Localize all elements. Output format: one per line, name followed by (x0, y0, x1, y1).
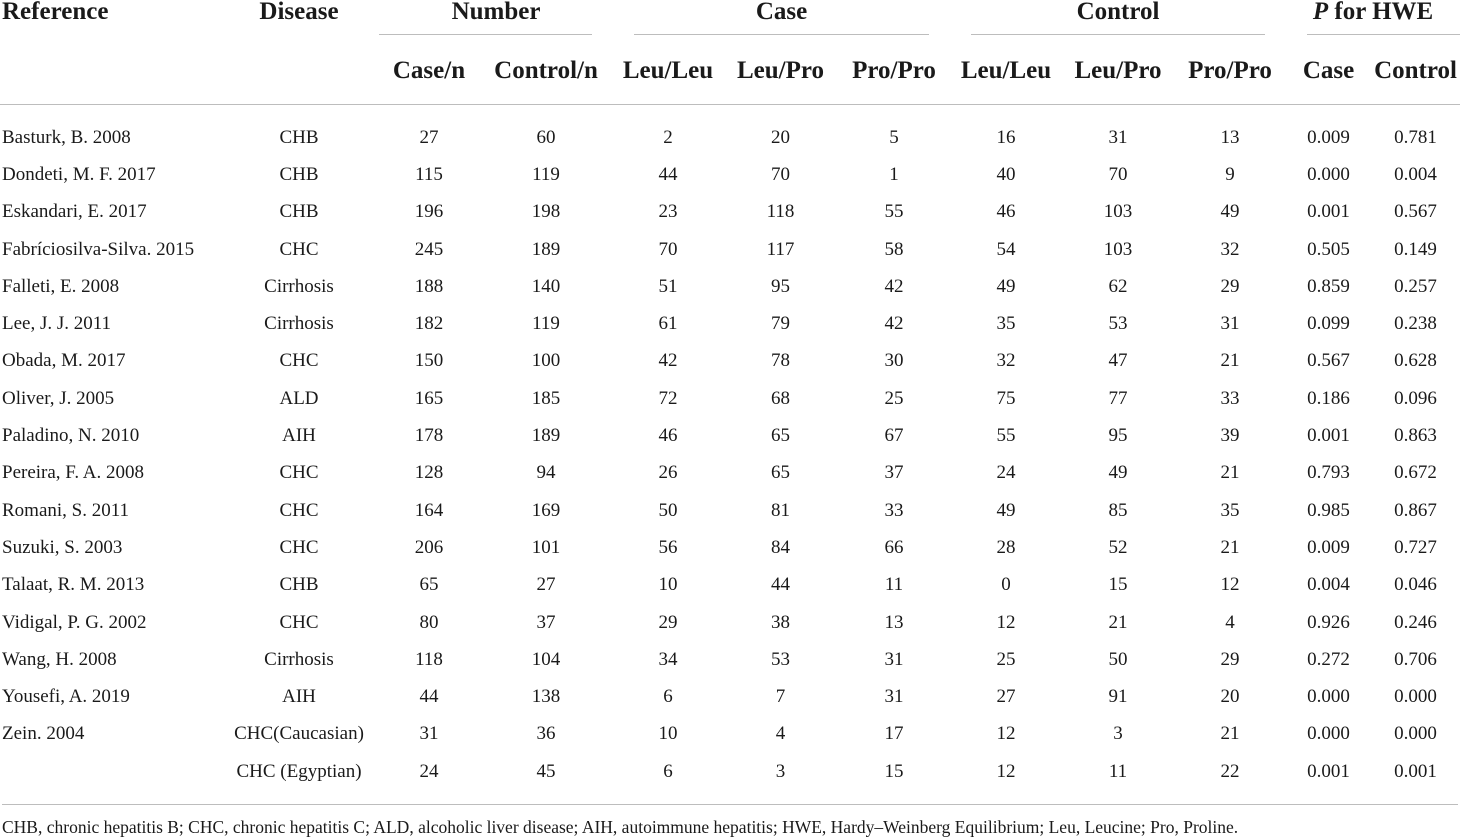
cell-value: 44 (419, 686, 439, 708)
cell-value: 12 (996, 723, 1016, 745)
cell-value: 0.000 (1394, 686, 1437, 708)
cell-value: 0.793 (1307, 462, 1350, 484)
table-row (0, 380, 1460, 417)
cell-disease: CHB (279, 163, 319, 185)
group-rule-number (379, 34, 592, 35)
cell-value: 118 (415, 648, 443, 670)
table-body (0, 105, 1460, 791)
cell-value: 0.009 (1307, 536, 1350, 558)
header-p-rest: for HWE (1328, 0, 1434, 25)
cell-value: 118 (766, 201, 795, 223)
cell-value: 67 (884, 425, 904, 447)
cell-value: 31 (1220, 313, 1240, 335)
cell-value: 51 (658, 275, 678, 297)
cell-value: 50 (1108, 648, 1128, 670)
cell-value: 21 (1220, 536, 1240, 558)
cell-value: 21 (1220, 350, 1240, 372)
cell-value: 81 (771, 499, 791, 521)
cell-value: 95 (1108, 425, 1128, 447)
cell-value: 42 (884, 313, 904, 335)
header-hwe-group (1286, 0, 1460, 37)
cell-reference: Falleti, E. 2008 (2, 275, 120, 297)
cell-disease: CHC(Caucasian) (234, 723, 364, 745)
cell-value: 50 (658, 499, 678, 521)
cell-value: 0.926 (1307, 611, 1350, 633)
cell-value: 39 (1220, 425, 1240, 447)
cell-value: 3 (1113, 723, 1123, 745)
cell-reference: Talaat, R. M. 2013 (2, 574, 145, 596)
subheader-number-case: Case/n (392, 56, 466, 84)
cell-value: 0.567 (1394, 201, 1437, 223)
cell-value: 4 (1225, 611, 1235, 633)
cell-reference: Romani, S. 2011 (2, 499, 130, 521)
cell-reference: Zein. 2004 (2, 723, 85, 745)
cell-reference: Yousefi, A. 2019 (2, 686, 130, 708)
cell-value: 140 (531, 275, 561, 297)
table-row (0, 231, 1460, 268)
cell-value: 5 (889, 126, 899, 148)
cell-reference: Basturk, B. 2008 (2, 126, 131, 148)
cell-value: 79 (771, 313, 791, 335)
cell-value: 25 (884, 387, 904, 409)
cell-value: 35 (996, 313, 1016, 335)
cell-disease: CHB (279, 126, 319, 148)
cell-value: 0.001 (1307, 201, 1350, 223)
cell-value: 0.046 (1394, 574, 1437, 596)
cell-value: 0.001 (1307, 425, 1350, 447)
cell-value: 2 (663, 126, 673, 148)
cell-value: 20 (771, 126, 791, 148)
cell-value: 15 (1108, 574, 1128, 596)
cell-value: 34 (658, 648, 678, 670)
cell-value: 31 (1108, 126, 1128, 148)
cell-disease: AIH (282, 686, 316, 708)
cell-value: 44 (658, 163, 678, 185)
header-number-group (379, 0, 613, 37)
cell-value: 206 (414, 536, 444, 558)
cell-value: 182 (414, 313, 444, 335)
cell-value: 0.000 (1394, 723, 1437, 745)
cell-disease: CHC (Egyptian) (236, 760, 362, 782)
cell-disease: Cirrhosis (264, 275, 334, 297)
cell-value: 150 (414, 350, 444, 372)
cell-value: 6 (663, 760, 673, 782)
table-row (0, 343, 1460, 380)
cell-disease: AIH (282, 425, 316, 447)
cell-value: 54 (996, 238, 1016, 260)
cell-value: 0.672 (1394, 462, 1437, 484)
cell-value: 42 (658, 350, 678, 372)
cell-value: 117 (766, 238, 795, 260)
cell-reference (0, 753, 219, 790)
cell-reference: Oliver, J. 2005 (2, 387, 115, 409)
subheader-hwe-case: Case (1302, 56, 1355, 84)
cell-value: 13 (1220, 126, 1240, 148)
cell-value: 196 (414, 201, 444, 223)
cell-value: 1 (889, 163, 899, 185)
cell-value: 185 (531, 387, 561, 409)
subheader-control-leuleu: Leu/Leu (960, 56, 1052, 84)
cell-value: 70 (771, 163, 791, 185)
cell-value: 46 (996, 201, 1016, 223)
cell-value: 12 (1220, 574, 1240, 596)
cell-disease: CHB (279, 574, 319, 596)
cell-value: 6 (663, 686, 673, 708)
cell-value: 119 (532, 313, 560, 335)
cell-value: 12 (996, 611, 1016, 633)
cell-value: 24 (419, 760, 439, 782)
subheader-number-control: Control/n (494, 56, 598, 84)
cell-value: 17 (884, 723, 904, 745)
cell-disease: ALD (279, 387, 319, 409)
cell-value: 0.246 (1394, 611, 1437, 633)
table-row (0, 529, 1460, 566)
table-row (0, 753, 1460, 790)
cell-value: 21 (1220, 462, 1240, 484)
header-row-top (0, 0, 1460, 37)
cell-value: 0.859 (1307, 275, 1350, 297)
cell-disease: CHC (279, 462, 319, 484)
table-row (0, 268, 1460, 305)
cell-value: 0.238 (1394, 313, 1437, 335)
cell-value: 49 (1220, 201, 1240, 223)
cell-value: 0.706 (1394, 648, 1437, 670)
cell-value: 16 (996, 126, 1016, 148)
cell-value: 24 (996, 462, 1016, 484)
cell-value: 38 (771, 611, 791, 633)
cell-reference: Obada, M. 2017 (2, 350, 126, 372)
group-rule-case (634, 34, 929, 35)
cell-reference: Wang, H. 2008 (2, 648, 117, 670)
cell-value: 29 (1220, 648, 1240, 670)
cell-value: 0.001 (1394, 760, 1437, 782)
cell-value: 23 (658, 201, 678, 223)
cell-disease: CHC (279, 536, 319, 558)
table-row (0, 194, 1460, 231)
cell-reference: Lee, J. J. 2011 (2, 313, 112, 335)
cell-value: 29 (1220, 275, 1240, 297)
cell-value: 104 (531, 648, 561, 670)
cell-value: 10 (658, 723, 678, 745)
cell-value: 46 (658, 425, 678, 447)
table-row (0, 604, 1460, 641)
cell-reference: Suzuki, S. 2003 (2, 536, 123, 558)
cell-value: 189 (531, 425, 561, 447)
cell-value: 49 (996, 499, 1016, 521)
cell-value: 40 (996, 163, 1016, 185)
cell-value: 20 (1220, 686, 1240, 708)
cell-value: 0.505 (1307, 238, 1350, 260)
cell-reference: Fabríciosilva-Silva. 2015 (2, 238, 195, 260)
cell-value: 189 (531, 238, 561, 260)
header-case: Case (755, 0, 808, 25)
cell-value: 27 (996, 686, 1016, 708)
cell-value: 9 (1225, 163, 1235, 185)
cell-value: 30 (884, 350, 904, 372)
cell-value: 12 (996, 760, 1016, 782)
cell-value: 37 (536, 611, 556, 633)
cell-value: 178 (414, 425, 444, 447)
cell-value: 47 (1108, 350, 1128, 372)
cell-disease: CHC (279, 350, 319, 372)
cell-disease: CHC (279, 611, 319, 633)
table-row (0, 417, 1460, 454)
cell-value: 32 (1220, 238, 1240, 260)
cell-value: 95 (771, 275, 791, 297)
subheader-case-propro: Pro/Pro (852, 56, 936, 84)
cell-value: 21 (1108, 611, 1128, 633)
cell-value: 29 (658, 611, 678, 633)
cell-value: 60 (536, 126, 556, 148)
cell-disease: CHC (279, 238, 319, 260)
cell-value: 78 (771, 350, 791, 372)
cell-value: 65 (771, 462, 791, 484)
cell-value: 49 (996, 275, 1016, 297)
cell-value: 27 (536, 574, 556, 596)
subheader-control-propro: Pro/Pro (1188, 56, 1272, 84)
cell-value: 77 (1108, 387, 1128, 409)
group-rule-hwe (1307, 34, 1460, 35)
subheader-case-leupro: Leu/Pro (736, 56, 825, 84)
cell-reference: Paladino, N. 2010 (2, 425, 140, 447)
cell-value: 25 (996, 648, 1016, 670)
cell-disease: CHB (279, 201, 319, 223)
header-number: Number (451, 0, 541, 25)
cell-value: 0.000 (1307, 686, 1350, 708)
table-row (0, 641, 1460, 678)
cell-disease: Cirrhosis (264, 313, 334, 335)
cell-value: 0.567 (1307, 350, 1350, 372)
cell-value: 119 (532, 163, 560, 185)
cell-value: 31 (419, 723, 439, 745)
cell-value: 33 (884, 499, 904, 521)
cell-value: 245 (414, 238, 444, 260)
cell-value: 55 (996, 425, 1016, 447)
cell-value: 91 (1108, 686, 1128, 708)
cell-value: 66 (884, 536, 904, 558)
header-case-group (613, 0, 950, 37)
cell-value: 10 (658, 574, 678, 596)
cell-value: 0.099 (1307, 313, 1350, 335)
cell-value: 0.009 (1307, 126, 1350, 148)
header-disease: Disease (259, 0, 339, 25)
cell-value: 103 (1103, 201, 1133, 223)
cell-value: 70 (1108, 163, 1128, 185)
cell-value: 0.004 (1307, 574, 1350, 596)
cell-value: 58 (884, 238, 904, 260)
cell-value: 0.863 (1394, 425, 1437, 447)
cell-value: 37 (884, 462, 904, 484)
table-row (0, 716, 1460, 753)
cell-value: 0.272 (1307, 648, 1350, 670)
cell-value: 169 (531, 499, 561, 521)
cell-disease: Cirrhosis (264, 648, 334, 670)
cell-value: 70 (658, 238, 678, 260)
cell-value: 101 (531, 536, 561, 558)
cell-value: 26 (658, 462, 678, 484)
table-row (0, 492, 1460, 529)
cell-value: 0.186 (1307, 387, 1350, 409)
cell-value: 31 (884, 648, 904, 670)
cell-value: 85 (1108, 499, 1128, 521)
cell-value: 164 (414, 499, 444, 521)
cell-disease: CHC (279, 499, 319, 521)
subheader-case-leuleu: Leu/Leu (622, 56, 714, 84)
cell-value: 53 (1108, 313, 1128, 335)
table-row (0, 455, 1460, 492)
table-row (0, 105, 1460, 157)
cell-value: 198 (531, 201, 561, 223)
cell-value: 65 (419, 574, 439, 596)
cell-value: 0.004 (1394, 163, 1437, 185)
cell-value: 0.781 (1394, 126, 1437, 148)
group-rule-control (971, 34, 1265, 35)
table-row (0, 567, 1460, 604)
cell-value: 4 (775, 723, 786, 745)
cell-value: 0.985 (1307, 499, 1350, 521)
cell-value: 68 (771, 387, 791, 409)
cell-value: 62 (1108, 275, 1128, 297)
cell-reference: Pereira, F. A. 2008 (2, 462, 145, 484)
cell-value: 0 (1001, 574, 1011, 596)
cell-value: 44 (771, 574, 791, 596)
cell-value: 52 (1108, 536, 1128, 558)
cell-value: 56 (658, 536, 678, 558)
cell-value: 55 (884, 201, 904, 223)
cell-value: 11 (1108, 760, 1128, 782)
cell-value: 0.727 (1394, 536, 1437, 558)
cell-value: 103 (1103, 238, 1133, 260)
cell-value: 75 (996, 387, 1016, 409)
table-row (0, 305, 1460, 342)
cell-value: 84 (771, 536, 791, 558)
cell-value: 13 (884, 611, 904, 633)
cell-value: 27 (419, 126, 439, 148)
cell-value: 0.001 (1307, 760, 1350, 782)
cell-value: 65 (771, 425, 791, 447)
cell-value: 94 (536, 462, 556, 484)
cell-value: 128 (414, 462, 444, 484)
cell-value: 0.257 (1394, 275, 1437, 297)
cell-value: 115 (415, 163, 443, 185)
cell-value: 31 (884, 686, 904, 708)
cell-value: 3 (775, 760, 786, 782)
cell-value: 0.867 (1394, 499, 1437, 521)
cell-value: 49 (1108, 462, 1128, 484)
cell-value: 0.000 (1307, 723, 1350, 745)
cell-value: 165 (414, 387, 444, 409)
cell-value: 11 (884, 574, 904, 596)
header-reference: Reference (2, 0, 109, 25)
cell-value: 42 (884, 275, 904, 297)
subheader-hwe-control: Control (1374, 56, 1457, 84)
header-p-italic: P (1312, 0, 1329, 25)
table-row (0, 156, 1460, 193)
cell-value: 138 (531, 686, 561, 708)
cell-value: 28 (996, 536, 1016, 558)
cell-value: 32 (996, 350, 1016, 372)
cell-value: 0.628 (1394, 350, 1437, 372)
header-control-group (950, 0, 1286, 37)
cell-value: 7 (775, 686, 786, 708)
table-row (0, 678, 1460, 715)
cell-value: 0.096 (1394, 387, 1437, 409)
cell-reference: Eskandari, E. 2017 (2, 201, 147, 223)
cell-value: 33 (1220, 387, 1240, 409)
cell-reference: Dondeti, M. F. 2017 (2, 163, 156, 185)
cell-value: 0.000 (1307, 163, 1350, 185)
cell-value: 35 (1220, 499, 1240, 521)
cell-reference: Vidigal, P. G. 2002 (2, 611, 147, 633)
cell-value: 188 (414, 275, 444, 297)
cell-value: 80 (419, 611, 439, 633)
cell-value: 72 (658, 387, 678, 409)
header-control: Control (1076, 0, 1160, 25)
table-footnote: CHB, chronic hepatitis B; CHC, chronic hepatitis C; ALD, alcoholic liver disease; AIH, autoimmune hepatitis; HWE, Hardy–Weinberg Equilibrium; Leu, Leucine; Pro, Proline. (2, 804, 1458, 838)
cell-value: 21 (1220, 723, 1240, 745)
cell-value: 45 (536, 760, 556, 782)
cell-value: 15 (884, 760, 904, 782)
cell-value: 100 (531, 350, 561, 372)
subheader-control-leupro: Leu/Pro (1074, 56, 1162, 84)
cell-value: 36 (536, 723, 556, 745)
cell-value: 61 (658, 313, 678, 335)
cell-value: 22 (1220, 760, 1240, 782)
cell-value: 0.149 (1394, 238, 1437, 260)
cell-value: 53 (771, 648, 791, 670)
